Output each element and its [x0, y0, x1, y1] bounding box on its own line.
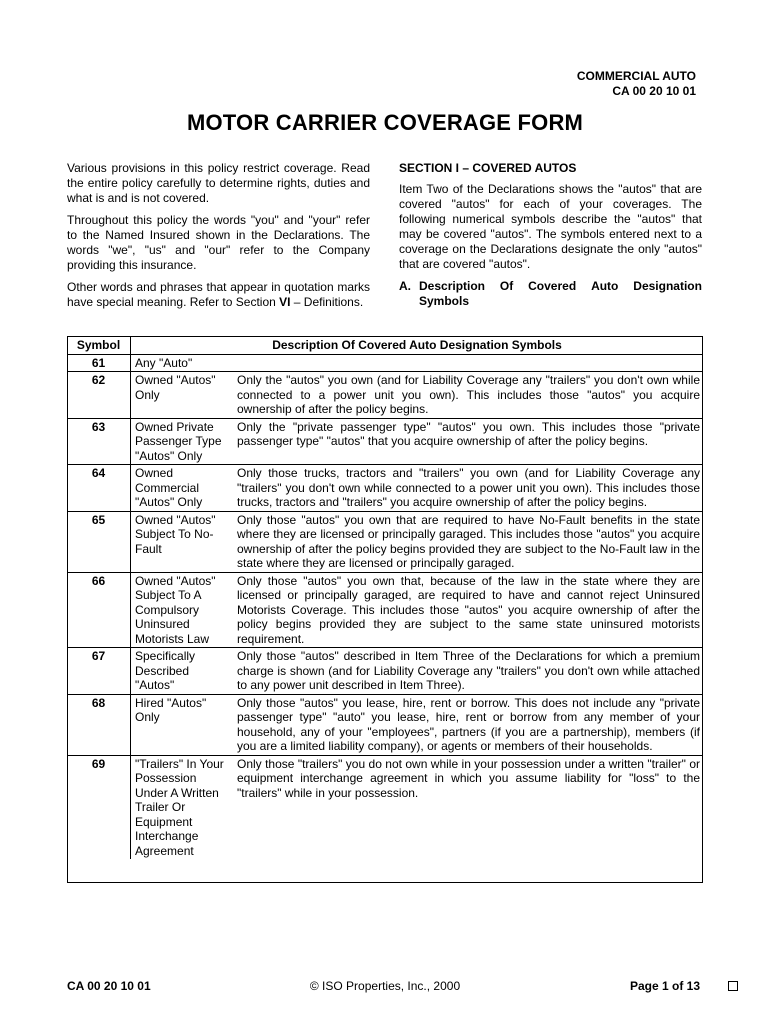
- symbol-cell: 68: [67, 694, 131, 755]
- section-paragraph: Item Two of the Declarations shows the "autos" that are covered "autos" for each of your coverages. The following numerical symbols describe the "autos" that may be covered "autos". The symbols entered next to a coverage on the Declarations designate the only "autos" that are covered "autos".: [399, 182, 702, 271]
- symbol-cell: 62: [67, 372, 131, 419]
- symbols-table: [67, 336, 703, 859]
- description-cell: Only those "trailers" you do not own while in your possession under a written "trailer" or equipment interchange agreement in which you assume liability for "loss" to the "trailers" while in your possession.: [237, 756, 700, 800]
- description-cell: [233, 354, 703, 372]
- form-header: [577, 69, 696, 99]
- intro-p3-text: Other words and phrases that appear in quotation marks have special meaning. Refer to Section: [67, 280, 370, 309]
- page-title: MOTOR CARRIER COVERAGE FORM: [186, 110, 584, 135]
- section-ref: VI: [279, 295, 291, 309]
- description-cell: Only those "autos" described in Item Three of the Declarations for which a premium charge is shown (and for Liability Coverage any "trailers" you don't own while attached to any power unit described in Item Three).: [233, 648, 703, 695]
- section-title: SECTION I – COVERED AUTOS: [399, 161, 577, 175]
- coverage-name-cell: "Trailers" In Your Possession Under A Written Trailer Or Equipment Interchange Agreement: [135, 756, 224, 858]
- table-row: [67, 372, 703, 419]
- table-row: [67, 354, 703, 372]
- intro-paragraph-2: Throughout this policy the words "you" and "your" refer to the Named Insured shown in the Declarations. The words "we", "us" and "our" refer to the Company providing this insurance.: [67, 213, 370, 272]
- description-cell: Only those "autos" you own that, because of the law in the state where they are licensed or principally garaged, are required to have and cannot reject Uninsured Motorists Coverage. This includes those "autos" you acquire ownership of after the policy begins provided they are subject to the same state uninsured motorists requirement.: [233, 572, 703, 648]
- subsection-letter: A.: [399, 279, 411, 293]
- intro-column: [67, 161, 370, 317]
- coverage-name-cell: Hired "Autos" Only: [131, 694, 234, 755]
- subsection-line-1: [419, 279, 702, 294]
- footer-page-number: Page 1 of 13: [629, 979, 700, 993]
- subhead-word: Designation: [633, 279, 702, 293]
- description-cell: Only those "autos" you own that are required to have No-Fault benefits in the state where they are licensed or principally garaged. This includes those "autos" you acquire ownership of after the policy begins provided they are subject to the No-Fault law in the state where they are licensed or principally garaged.: [233, 511, 703, 572]
- symbol-cell: 63: [67, 418, 131, 465]
- symbol-cell: 61: [67, 354, 131, 372]
- intro-p3-tail: – Definitions.: [290, 295, 364, 309]
- coverage-name-cell: Specifically Described "Autos": [131, 648, 234, 695]
- table-row: [67, 648, 703, 695]
- subhead-word: Auto: [591, 279, 619, 293]
- column-header-symbol: Symbol: [67, 336, 131, 354]
- subhead-word: Covered: [528, 279, 577, 293]
- table-row: [67, 465, 703, 512]
- section-column: [399, 161, 702, 309]
- checkbox-icon: [728, 981, 738, 991]
- symbol-cell: 65: [67, 511, 131, 572]
- symbol-cell: 66: [67, 572, 131, 648]
- coverage-name-cell: Owned Commercial "Autos" Only: [131, 465, 234, 512]
- subsection-line-2: Symbols: [419, 294, 470, 308]
- description-cell: Only the "autos" you own (and for Liability Coverage any "trailers" you don't own while connected to a power unit you own). This includes those "autos" you acquire ownership of after the policy begins.: [233, 372, 703, 419]
- intro-paragraph-1: Various provisions in this policy restrict coverage. Read the entire policy carefully to determine rights, duties and what is and is not covered.: [67, 161, 370, 205]
- coverage-name-cell: Owned "Autos" Subject To A Compulsory Uninsured Motorists Law: [131, 572, 234, 648]
- table-row: [67, 418, 703, 465]
- description-cell: Only those trucks, tractors and "trailers" you own (and for Liability Coverage any "trailers" you don't own while connected to a power unit you own). This includes those trucks, tractors and "trailers" you acquire ownership of after the policy begins.: [233, 465, 703, 512]
- footer-copyright: © ISO Properties, Inc., 2000: [309, 979, 461, 993]
- intro-paragraph-3: [67, 280, 370, 310]
- symbol-cell: 67: [67, 648, 131, 695]
- column-header-description: Description Of Covered Auto Designation Symbols: [131, 336, 704, 354]
- footer-form-number: CA 00 20 10 01: [67, 979, 151, 993]
- coverage-name-cell: Owned "Autos" Only: [131, 372, 234, 419]
- symbol-cell: 64: [67, 465, 131, 512]
- header-form-number: CA 00 20 10 01: [612, 84, 696, 98]
- description-cell: Only the "private passenger type" "autos" you own. This includes those "private passenger type" "autos" that you acquire ownership of after the policy begins.: [233, 418, 703, 465]
- coverage-name-cell: Owned "Autos" Subject To No-Fault: [131, 511, 234, 572]
- subhead-word: Description: [419, 279, 486, 293]
- coverage-name-cell: Any "Auto": [131, 354, 234, 372]
- table-row: [67, 694, 703, 755]
- subsection-heading: [399, 279, 702, 309]
- symbol-cell: 69: [67, 755, 131, 859]
- coverage-name-cell: Owned Private Passenger Type "Autos" Only: [131, 418, 234, 465]
- subhead-word: Of: [499, 279, 514, 293]
- table-row: [67, 755, 703, 859]
- table-row: [67, 572, 703, 648]
- header-line-1: COMMERCIAL AUTO: [576, 69, 696, 83]
- description-cell: Only those "autos" you lease, hire, rent or borrow. This does not include any "private passenger type" "auto" you lease, hire, rent or borrow from any member of your household, any of your "employees", partners (if you are a partnership), members (if you are a limited liability company), or agents or members of their households.: [233, 694, 703, 755]
- table-row: [67, 511, 703, 572]
